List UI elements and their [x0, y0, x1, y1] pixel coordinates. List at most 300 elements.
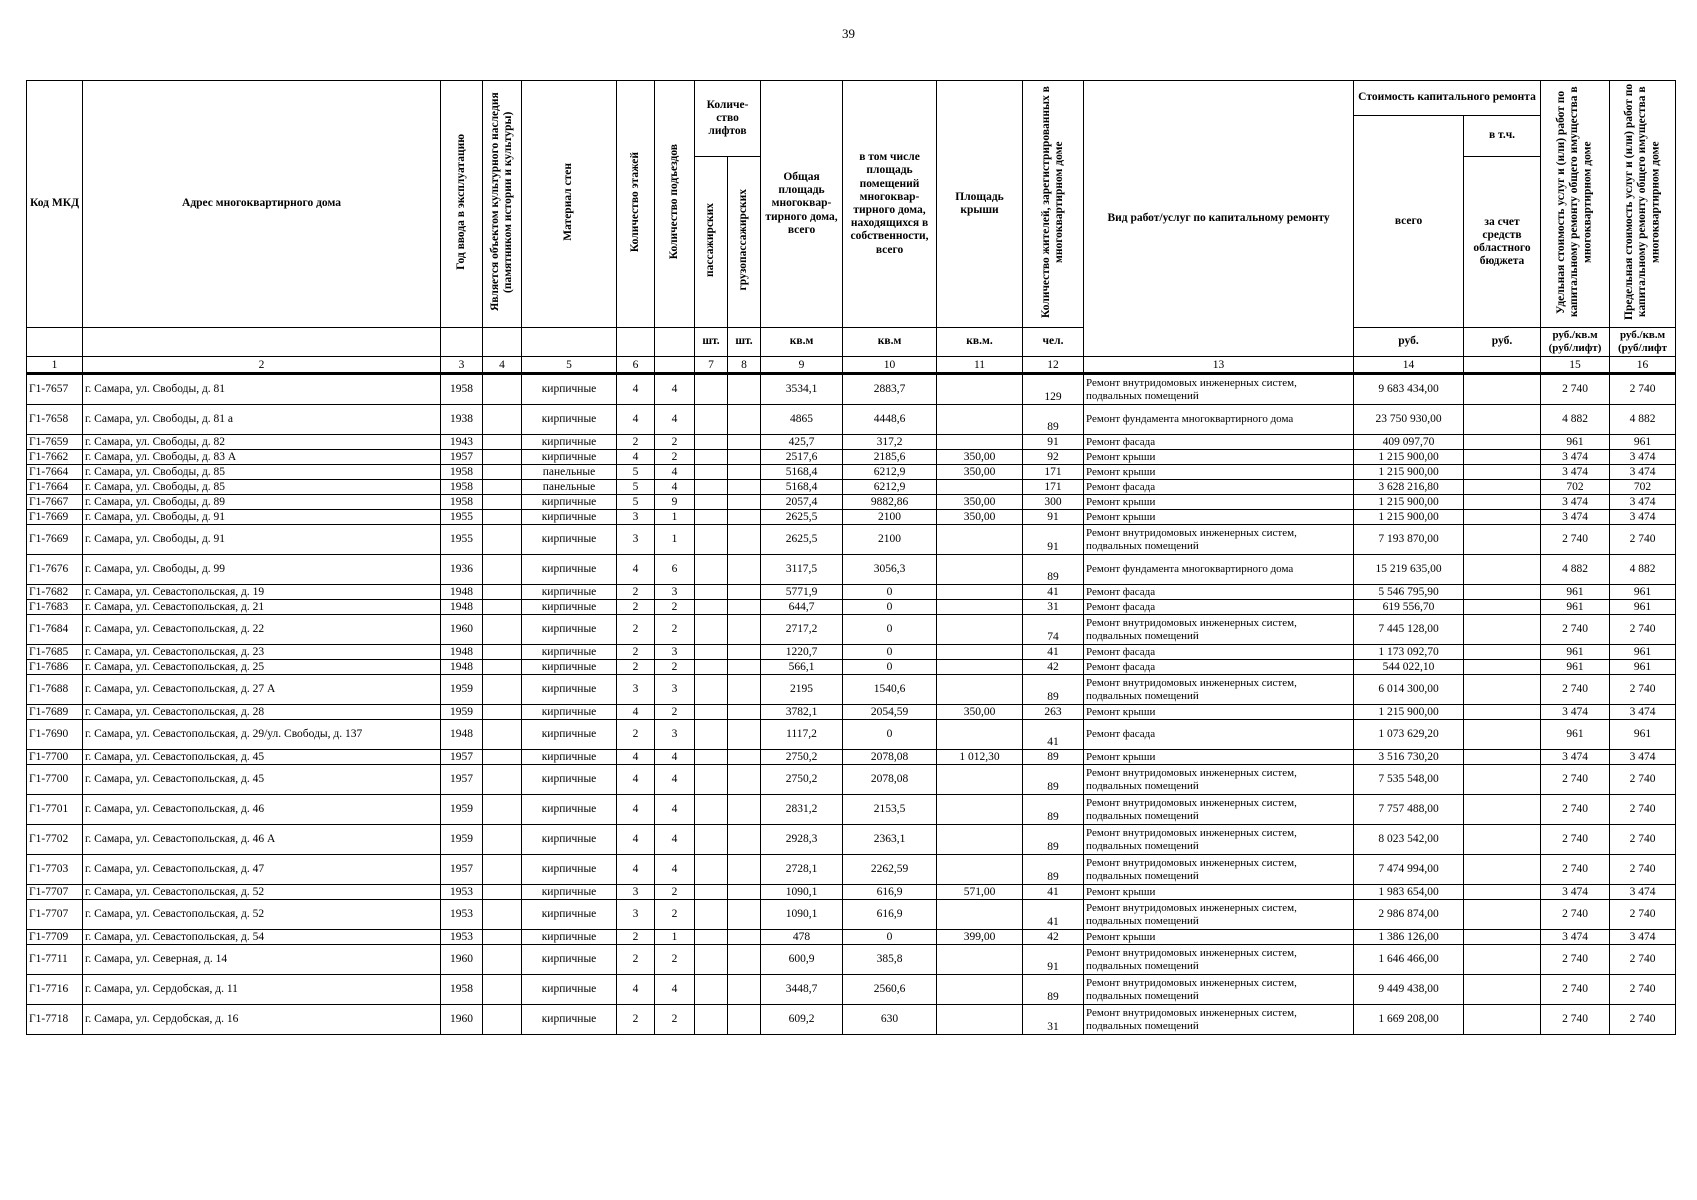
cell-cost-regional [1464, 825, 1541, 855]
cell-material: панельные [522, 465, 617, 480]
cell-code: Г1-7689 [27, 705, 83, 720]
unit-per-sqm: руб./кв.м (руб/лифт) [1541, 328, 1610, 357]
cell-area-total: 2517,6 [761, 450, 843, 465]
cell-address: г. Самара, ул. Севастопольская, д. 46 [83, 795, 441, 825]
cell-entrances: 2 [655, 600, 695, 615]
cell-area-owned: 6212,9 [843, 465, 937, 480]
cell-cost-total: 1 073 629,20 [1354, 720, 1464, 750]
cell-cost-regional [1464, 435, 1541, 450]
cell-entrances: 2 [655, 435, 695, 450]
cell-cost-total: 3 628 216,80 [1354, 480, 1464, 495]
header-floors: Количество этажей [617, 81, 655, 328]
cell-residents: 41 [1023, 885, 1084, 900]
cell-area-owned: 0 [843, 720, 937, 750]
cell-code: Г1-7683 [27, 600, 83, 615]
table-row [27, 435, 1676, 450]
cell-year: 1957 [441, 765, 483, 795]
cell-heritage [483, 945, 522, 975]
cell-lifts-pass [695, 405, 728, 435]
cell-area-total: 2750,2 [761, 750, 843, 765]
cell-code: Г1-7700 [27, 750, 83, 765]
cell-lifts-cargo [728, 450, 761, 465]
cell-area-owned: 0 [843, 660, 937, 675]
cell-cost-total: 1 386 126,00 [1354, 930, 1464, 945]
cell-lifts-pass [695, 705, 728, 720]
cell-max-cost: 2 740 [1610, 1005, 1676, 1035]
cell-floors: 2 [617, 720, 655, 750]
cell-roof-area [937, 975, 1023, 1005]
cell-cost-total: 3 516 730,20 [1354, 750, 1464, 765]
cell-floors: 2 [617, 615, 655, 645]
cell-code: Г1-7664 [27, 465, 83, 480]
cell-lifts-cargo [728, 945, 761, 975]
column-number: 16 [1610, 357, 1676, 374]
cell-cost-regional [1464, 525, 1541, 555]
table-body [27, 374, 1676, 1035]
cell-roof-area: 350,00 [937, 705, 1023, 720]
cell-roof-area [937, 825, 1023, 855]
cell-area-owned: 0 [843, 615, 937, 645]
cell-address: г. Самара, ул. Свободы, д. 81 а [83, 405, 441, 435]
table-row [27, 720, 1676, 750]
cell-unit-cost: 2 740 [1541, 525, 1610, 555]
cell-residents: 171 [1023, 480, 1084, 495]
cell-lifts-pass [695, 975, 728, 1005]
cell-cost-total: 409 097,70 [1354, 435, 1464, 450]
header-unit-cost: Удельная стоимость услуг и (или) работ по капитальному ремонту общего имущества в многоквартирном доме [1541, 81, 1610, 328]
cell-year: 1948 [441, 720, 483, 750]
cell-residents: 41 [1023, 645, 1084, 660]
cell-heritage [483, 1005, 522, 1035]
cell-address: г. Самара, ул. Свободы, д. 91 [83, 510, 441, 525]
cell-material: кирпичные [522, 765, 617, 795]
cell-lifts-cargo [728, 374, 761, 405]
cell-roof-area: 571,00 [937, 885, 1023, 900]
cell-roof-area [937, 1005, 1023, 1035]
cell-work-type: Ремонт фасада [1084, 585, 1354, 600]
cell-entrances: 9 [655, 495, 695, 510]
cell-area-total: 3117,5 [761, 555, 843, 585]
cell-entrances: 2 [655, 450, 695, 465]
page-number: 39 [842, 26, 855, 41]
cell-heritage [483, 405, 522, 435]
table-row [27, 825, 1676, 855]
cell-work-type: Ремонт внутридомовых инженерных систем, подвальных помещений [1084, 825, 1354, 855]
table-row [27, 900, 1676, 930]
cell-year: 1948 [441, 585, 483, 600]
cell-heritage [483, 480, 522, 495]
cell-code: Г1-7676 [27, 555, 83, 585]
cell-entrances: 2 [655, 615, 695, 645]
header-lifts-cargo: грузопассажирских [728, 157, 761, 328]
cell-area-owned: 0 [843, 645, 937, 660]
cell-lifts-pass [695, 615, 728, 645]
cell-cost-total: 1 983 654,00 [1354, 885, 1464, 900]
cell-residents: 89 [1023, 975, 1084, 1005]
cell-floors: 4 [617, 795, 655, 825]
table-row [27, 930, 1676, 945]
cell-entrances: 2 [655, 945, 695, 975]
cell-year: 1960 [441, 1005, 483, 1035]
cell-work-type: Ремонт крыши [1084, 510, 1354, 525]
cell-material: кирпичные [522, 750, 617, 765]
cell-code: Г1-7711 [27, 945, 83, 975]
cell-year: 1960 [441, 945, 483, 975]
column-number: 14 [1354, 357, 1464, 374]
cell-cost-total: 15 219 635,00 [1354, 555, 1464, 585]
cell-address: г. Самара, ул. Севастопольская, д. 27 А [83, 675, 441, 705]
cell-year: 1955 [441, 510, 483, 525]
table-row [27, 1005, 1676, 1035]
cell-lifts-pass [695, 465, 728, 480]
cell-area-owned: 2078,08 [843, 750, 937, 765]
cell-max-cost: 2 740 [1610, 374, 1676, 405]
cell-floors: 2 [617, 945, 655, 975]
header-material: Материал стен [522, 81, 617, 328]
cell-work-type: Ремонт фасада [1084, 645, 1354, 660]
cell-year: 1960 [441, 615, 483, 645]
cell-roof-area [937, 855, 1023, 885]
cell-floors: 4 [617, 750, 655, 765]
cell-material: кирпичные [522, 495, 617, 510]
cell-code: Г1-7659 [27, 435, 83, 450]
cell-work-type: Ремонт крыши [1084, 750, 1354, 765]
cell-lifts-cargo [728, 600, 761, 615]
cell-work-type: Ремонт крыши [1084, 450, 1354, 465]
cell-unit-cost: 3 474 [1541, 750, 1610, 765]
cell-lifts-pass [695, 450, 728, 465]
cell-area-owned: 0 [843, 930, 937, 945]
table-row [27, 750, 1676, 765]
cell-heritage [483, 645, 522, 660]
table-row [27, 480, 1676, 495]
cell-roof-area: 350,00 [937, 495, 1023, 510]
cell-entrances: 2 [655, 660, 695, 675]
cell-lifts-pass [695, 720, 728, 750]
cell-cost-regional [1464, 465, 1541, 480]
cell-cost-total: 7 193 870,00 [1354, 525, 1464, 555]
cell-entrances: 4 [655, 825, 695, 855]
cell-cost-regional [1464, 615, 1541, 645]
cell-address: г. Самара, ул. Свободы, д. 85 [83, 480, 441, 495]
cell-cost-total: 9 683 434,00 [1354, 374, 1464, 405]
cell-residents: 91 [1023, 435, 1084, 450]
header-residents: Количество жителей, зарегистрированных в многоквартирном доме [1023, 81, 1084, 328]
column-number: 7 [695, 357, 728, 374]
cell-entrances: 1 [655, 525, 695, 555]
unit-cell [522, 328, 617, 357]
cell-heritage [483, 930, 522, 945]
cell-cost-total: 544 022,10 [1354, 660, 1464, 675]
cell-cost-total: 7 474 994,00 [1354, 855, 1464, 885]
cell-cost-regional [1464, 510, 1541, 525]
cell-cost-regional [1464, 480, 1541, 495]
cell-code: Г1-7667 [27, 495, 83, 510]
cell-roof-area [937, 795, 1023, 825]
cell-max-cost: 961 [1610, 585, 1676, 600]
cell-work-type: Ремонт внутридомовых инженерных систем, подвальных помещений [1084, 374, 1354, 405]
cell-floors: 4 [617, 825, 655, 855]
cell-lifts-cargo [728, 645, 761, 660]
cell-area-owned: 2078,08 [843, 765, 937, 795]
cell-residents: 263 [1023, 705, 1084, 720]
cell-area-owned: 6212,9 [843, 480, 937, 495]
cell-lifts-pass [695, 1005, 728, 1035]
cell-residents: 91 [1023, 510, 1084, 525]
cell-entrances: 2 [655, 705, 695, 720]
cell-cost-regional [1464, 975, 1541, 1005]
cell-max-cost: 3 474 [1610, 510, 1676, 525]
cell-work-type: Ремонт фасада [1084, 600, 1354, 615]
cell-unit-cost: 2 740 [1541, 825, 1610, 855]
table-row [27, 975, 1676, 1005]
cell-cost-total: 1 215 900,00 [1354, 495, 1464, 510]
cell-year: 1959 [441, 705, 483, 720]
column-number: 12 [1023, 357, 1084, 374]
header-area-owned: в том числе площадь помещений многоквар-тирного дома, находящихся в собственности, всего [843, 81, 937, 328]
cell-lifts-pass [695, 675, 728, 705]
cell-area-owned: 630 [843, 1005, 937, 1035]
cell-cost-regional [1464, 750, 1541, 765]
cell-max-cost: 2 740 [1610, 615, 1676, 645]
cell-year: 1955 [441, 525, 483, 555]
cell-cost-total: 2 986 874,00 [1354, 900, 1464, 930]
cell-unit-cost: 961 [1541, 720, 1610, 750]
cell-work-type: Ремонт крыши [1084, 465, 1354, 480]
cell-roof-area [937, 480, 1023, 495]
cell-residents: 89 [1023, 675, 1084, 705]
cell-area-total: 2625,5 [761, 510, 843, 525]
cell-lifts-pass [695, 555, 728, 585]
cell-max-cost: 3 474 [1610, 495, 1676, 510]
cell-lifts-cargo [728, 705, 761, 720]
cell-unit-cost: 2 740 [1541, 945, 1610, 975]
cell-unit-cost: 2 740 [1541, 765, 1610, 795]
cell-lifts-cargo [728, 930, 761, 945]
cell-code: Г1-7716 [27, 975, 83, 1005]
cell-code: Г1-7718 [27, 1005, 83, 1035]
unit-pcs-cargo: шт. [728, 328, 761, 357]
cell-residents: 171 [1023, 465, 1084, 480]
cell-entrances: 1 [655, 510, 695, 525]
cell-area-total: 5168,4 [761, 480, 843, 495]
cell-heritage [483, 495, 522, 510]
cell-lifts-pass [695, 600, 728, 615]
cell-area-owned: 2185,6 [843, 450, 937, 465]
cell-floors: 2 [617, 585, 655, 600]
cell-residents: 89 [1023, 795, 1084, 825]
cell-work-type: Ремонт внутридомовых инженерных систем, подвальных помещений [1084, 615, 1354, 645]
cell-area-owned: 2560,6 [843, 975, 937, 1005]
cell-year: 1958 [441, 374, 483, 405]
cell-year: 1957 [441, 450, 483, 465]
cell-unit-cost: 961 [1541, 585, 1610, 600]
cell-code: Г1-7707 [27, 900, 83, 930]
cell-material: кирпичные [522, 615, 617, 645]
cell-cost-total: 1 669 208,00 [1354, 1005, 1464, 1035]
cell-floors: 3 [617, 510, 655, 525]
cell-cost-total: 6 014 300,00 [1354, 675, 1464, 705]
cell-cost-regional [1464, 645, 1541, 660]
unit-sqm-total: кв.м [761, 328, 843, 357]
cell-heritage [483, 615, 522, 645]
cell-floors: 5 [617, 495, 655, 510]
cell-max-cost: 2 740 [1610, 945, 1676, 975]
cell-lifts-pass [695, 525, 728, 555]
cell-work-type: Ремонт крыши [1084, 705, 1354, 720]
cell-code: Г1-7685 [27, 645, 83, 660]
cell-floors: 3 [617, 675, 655, 705]
cell-roof-area: 1 012,30 [937, 750, 1023, 765]
cell-area-total: 2928,3 [761, 825, 843, 855]
cell-floors: 3 [617, 885, 655, 900]
cell-address: г. Самара, ул. Севастопольская, д. 52 [83, 885, 441, 900]
column-number: 10 [843, 357, 937, 374]
cell-work-type: Ремонт фундамента многоквартирного дома [1084, 555, 1354, 585]
cell-lifts-cargo [728, 555, 761, 585]
unit-people: чел. [1023, 328, 1084, 357]
header-year: Год ввода в эксплуатацию [441, 81, 483, 328]
cell-material: кирпичные [522, 435, 617, 450]
cell-entrances: 4 [655, 374, 695, 405]
cell-max-cost: 2 740 [1610, 825, 1676, 855]
cell-area-total: 1220,7 [761, 645, 843, 660]
cell-residents: 91 [1023, 525, 1084, 555]
cell-material: кирпичные [522, 705, 617, 720]
cell-heritage [483, 510, 522, 525]
cell-work-type: Ремонт фасада [1084, 660, 1354, 675]
cell-lifts-pass [695, 825, 728, 855]
cell-unit-cost: 2 740 [1541, 855, 1610, 885]
cell-cost-regional [1464, 855, 1541, 885]
cell-material: кирпичные [522, 825, 617, 855]
cell-area-owned: 616,9 [843, 885, 937, 900]
cell-heritage [483, 720, 522, 750]
cell-heritage [483, 765, 522, 795]
cell-residents: 89 [1023, 750, 1084, 765]
cell-area-total: 4865 [761, 405, 843, 435]
cell-code: Г1-7682 [27, 585, 83, 600]
cell-address: г. Самара, ул. Свободы, д. 81 [83, 374, 441, 405]
cell-area-owned: 1540,6 [843, 675, 937, 705]
cell-code: Г1-7703 [27, 855, 83, 885]
cell-unit-cost: 961 [1541, 600, 1610, 615]
cell-address: г. Самара, ул. Севастопольская, д. 54 [83, 930, 441, 945]
cell-year: 1959 [441, 795, 483, 825]
cell-lifts-cargo [728, 825, 761, 855]
cell-code: Г1-7688 [27, 675, 83, 705]
cell-cost-regional [1464, 405, 1541, 435]
cell-work-type: Ремонт крыши [1084, 885, 1354, 900]
cell-unit-cost: 2 740 [1541, 795, 1610, 825]
cell-entrances: 3 [655, 720, 695, 750]
cell-year: 1948 [441, 660, 483, 675]
cell-material: кирпичные [522, 555, 617, 585]
cell-lifts-cargo [728, 585, 761, 600]
cell-residents: 91 [1023, 945, 1084, 975]
cell-residents: 89 [1023, 555, 1084, 585]
cell-entrances: 2 [655, 1005, 695, 1035]
cell-unit-cost: 3 474 [1541, 885, 1610, 900]
cell-cost-total: 8 023 542,00 [1354, 825, 1464, 855]
cell-year: 1959 [441, 675, 483, 705]
cell-address: г. Самара, ул. Севастопольская, д. 22 [83, 615, 441, 645]
cell-area-total: 1090,1 [761, 885, 843, 900]
cell-cost-total: 1 215 900,00 [1354, 705, 1464, 720]
cell-cost-total: 1 173 092,70 [1354, 645, 1464, 660]
cell-entrances: 4 [655, 855, 695, 885]
cell-area-owned: 9882,86 [843, 495, 937, 510]
cell-roof-area [937, 374, 1023, 405]
table-row [27, 510, 1676, 525]
cell-lifts-pass [695, 765, 728, 795]
cell-area-owned: 2262,59 [843, 855, 937, 885]
cell-entrances: 4 [655, 405, 695, 435]
cell-entrances: 4 [655, 465, 695, 480]
cell-heritage [483, 435, 522, 450]
cell-area-total: 2750,2 [761, 765, 843, 795]
cell-lifts-pass [695, 900, 728, 930]
cell-residents: 89 [1023, 825, 1084, 855]
cell-code: Г1-7709 [27, 930, 83, 945]
cell-cost-regional [1464, 885, 1541, 900]
column-number-row [27, 357, 1676, 374]
cell-floors: 4 [617, 555, 655, 585]
cell-heritage [483, 374, 522, 405]
cell-max-cost: 3 474 [1610, 750, 1676, 765]
cell-roof-area [937, 720, 1023, 750]
cell-material: панельные [522, 480, 617, 495]
cell-area-total: 2831,2 [761, 795, 843, 825]
column-number [1464, 357, 1541, 374]
cell-roof-area [937, 675, 1023, 705]
cell-material: кирпичные [522, 510, 617, 525]
cell-work-type: Ремонт фасада [1084, 480, 1354, 495]
cell-floors: 2 [617, 930, 655, 945]
cell-year: 1953 [441, 930, 483, 945]
cell-area-owned: 2883,7 [843, 374, 937, 405]
cell-material: кирпичные [522, 930, 617, 945]
cell-address: г. Самара, ул. Севастопольская, д. 52 [83, 900, 441, 930]
cell-lifts-cargo [728, 750, 761, 765]
cell-roof-area [937, 555, 1023, 585]
cell-cost-total: 9 449 438,00 [1354, 975, 1464, 1005]
cell-unit-cost: 2 740 [1541, 374, 1610, 405]
cell-code: Г1-7658 [27, 405, 83, 435]
cell-work-type: Ремонт внутридомовых инженерных систем, подвальных помещений [1084, 795, 1354, 825]
cell-address: г. Самара, ул. Северная, д. 14 [83, 945, 441, 975]
cell-max-cost: 4 882 [1610, 405, 1676, 435]
cell-roof-area [937, 435, 1023, 450]
cell-area-total: 5168,4 [761, 465, 843, 480]
cell-year: 1938 [441, 405, 483, 435]
cell-lifts-cargo [728, 660, 761, 675]
cell-unit-cost: 4 882 [1541, 405, 1610, 435]
cell-entrances: 4 [655, 795, 695, 825]
cell-area-owned: 2100 [843, 510, 937, 525]
cell-roof-area [937, 900, 1023, 930]
cell-material: кирпичные [522, 975, 617, 1005]
cell-year: 1957 [441, 855, 483, 885]
cell-unit-cost: 4 882 [1541, 555, 1610, 585]
cell-lifts-pass [695, 645, 728, 660]
cell-work-type: Ремонт внутридомовых инженерных систем, подвальных помещений [1084, 945, 1354, 975]
column-number: 5 [522, 357, 617, 374]
cell-entrances: 4 [655, 480, 695, 495]
cell-roof-area [937, 585, 1023, 600]
cell-material: кирпичные [522, 374, 617, 405]
cell-unit-cost: 961 [1541, 660, 1610, 675]
